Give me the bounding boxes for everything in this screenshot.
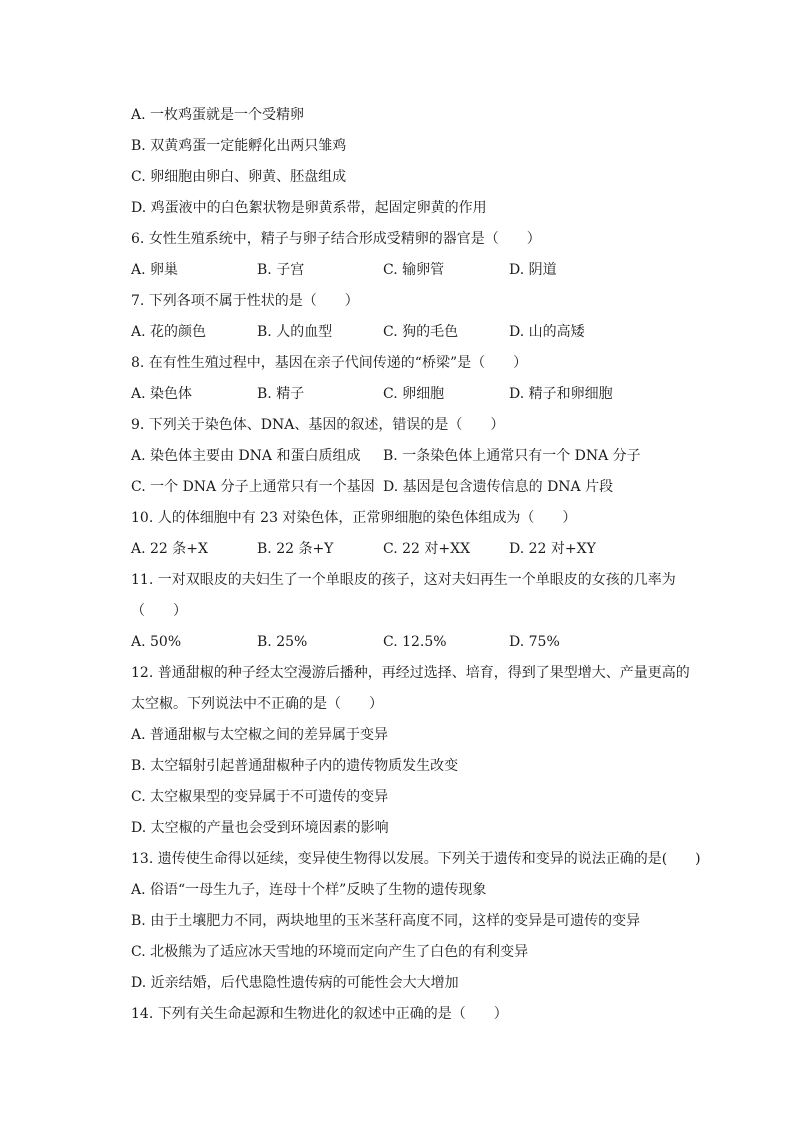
- option-d: D. 22 对+XY: [509, 541, 596, 557]
- option-line: C. 卵细胞由卵白、卵黄、胚盘组成: [131, 169, 347, 185]
- option-c: C. 一个 DNA 分子上通常只有一个基因: [131, 479, 375, 495]
- option-b: B. 精子: [257, 386, 305, 402]
- question-14: 14. 下列有关生命起源和生物进化的叙述中正确的是（ ）: [131, 1006, 508, 1022]
- question-12-cont: 太空椒。下列说法中不正确的是（ ）: [131, 696, 383, 712]
- option-a: A. 50%: [131, 634, 182, 650]
- question-12: 12. 普通甜椒的种子经太空漫游后播种，再经过选择、培育，得到了果型增大、产量更高的: [131, 665, 690, 681]
- question-11-bracket: （ ）: [131, 603, 187, 619]
- question-13: 13. 遗传使生命得以延续，变异使生物得以发展。下列关于遗传和变异的说法正确的是( ): [131, 851, 701, 867]
- question-9-options-ab: [131, 441, 701, 472]
- question-7: 7. 下列各项不属于性状的是（ ）: [131, 293, 359, 309]
- option-d: D. 阴道: [509, 262, 557, 278]
- option-d: D. 山的高矮: [509, 324, 585, 340]
- option-c: C. 北极熊为了适应冰天雪地的环境而定向产生了白色的有利变异: [131, 944, 529, 960]
- option-c: C. 太空椒果型的变异属于不可遗传的变异: [131, 789, 389, 805]
- question-6: 6. 女性生殖系统中，精子与卵子结合形成受精卵的器官是（ ）: [131, 231, 541, 247]
- question-11: 11. 一对双眼皮的夫妇生了一个单眼皮的孩子，这对夫妇再生一个单眼皮的女孩的几率为: [131, 572, 676, 588]
- question-7-options: [131, 317, 701, 348]
- question-list: [131, 100, 701, 1030]
- option-d: D. 太空椒的产量也会受到环境因素的影响: [131, 820, 389, 836]
- option-b: B. 太空辐射引起普通甜椒种子内的遗传物质发生改变: [131, 758, 459, 774]
- question-9-options-cd: [131, 472, 701, 503]
- option-b: B. 人的血型: [257, 324, 333, 340]
- option-a: A. 22 条+X: [131, 541, 208, 557]
- option-b: B. 22 条+Y: [257, 541, 334, 557]
- option-a: A. 染色体主要由 DNA 和蛋白质组成: [131, 448, 361, 464]
- option-line: B. 双黄鸡蛋一定能孵化出两只雏鸡: [131, 138, 347, 154]
- question-10: 10. 人的体细胞中有 23 对染色体，正常卵细胞的染色体组成为（ ）: [131, 510, 577, 526]
- question-9: 9. 下列关于染色体、DNA、基因的叙述，错误的是（ ）: [131, 417, 505, 433]
- option-d: D. 75%: [509, 634, 560, 650]
- option-b: B. 子宫: [257, 262, 305, 278]
- option-d: D. 基因是包含遗传信息的 DNA 片段: [383, 479, 614, 495]
- option-a: A. 俗语“一母生九子，连母十个样”反映了生物的遗传现象: [131, 882, 487, 898]
- option-b: B. 25%: [257, 634, 308, 650]
- option-line: A. 一枚鸡蛋就是一个受精卵: [131, 107, 305, 123]
- option-a: A. 普通甜椒与太空椒之间的差异属于变异: [131, 727, 389, 743]
- option-a: A. 花的颜色: [131, 324, 207, 340]
- option-c: C. 狗的毛色: [383, 324, 459, 340]
- option-a: A. 卵巢: [131, 262, 179, 278]
- option-line: D. 鸡蛋液中的白色絮状物是卵黄系带，起固定卵黄的作用: [131, 200, 487, 216]
- option-b: B. 一条染色体上通常只有一个 DNA 分子: [383, 448, 641, 464]
- question-11-options: [131, 627, 701, 658]
- question-10-options: [131, 534, 701, 565]
- question-6-options: [131, 255, 701, 286]
- option-d: D. 精子和卵细胞: [509, 386, 613, 402]
- option-d: D. 近亲结婚，后代患隐性遗传病的可能性会大大增加: [131, 975, 459, 991]
- question-8: 8. 在有性生殖过程中，基因在亲子代间传递的“桥梁”是（ ）: [131, 355, 528, 371]
- option-a: A. 染色体: [131, 386, 193, 402]
- option-c: C. 12.5%: [383, 634, 447, 650]
- question-8-options: [131, 379, 701, 410]
- option-c: C. 22 对+XX: [383, 541, 471, 557]
- option-c: C. 输卵管: [383, 262, 445, 278]
- option-c: C. 卵细胞: [383, 386, 445, 402]
- option-b: B. 由于土壤肥力不同，两块地里的玉米茎秆高度不同，这样的变异是可遗传的变异: [131, 913, 641, 929]
